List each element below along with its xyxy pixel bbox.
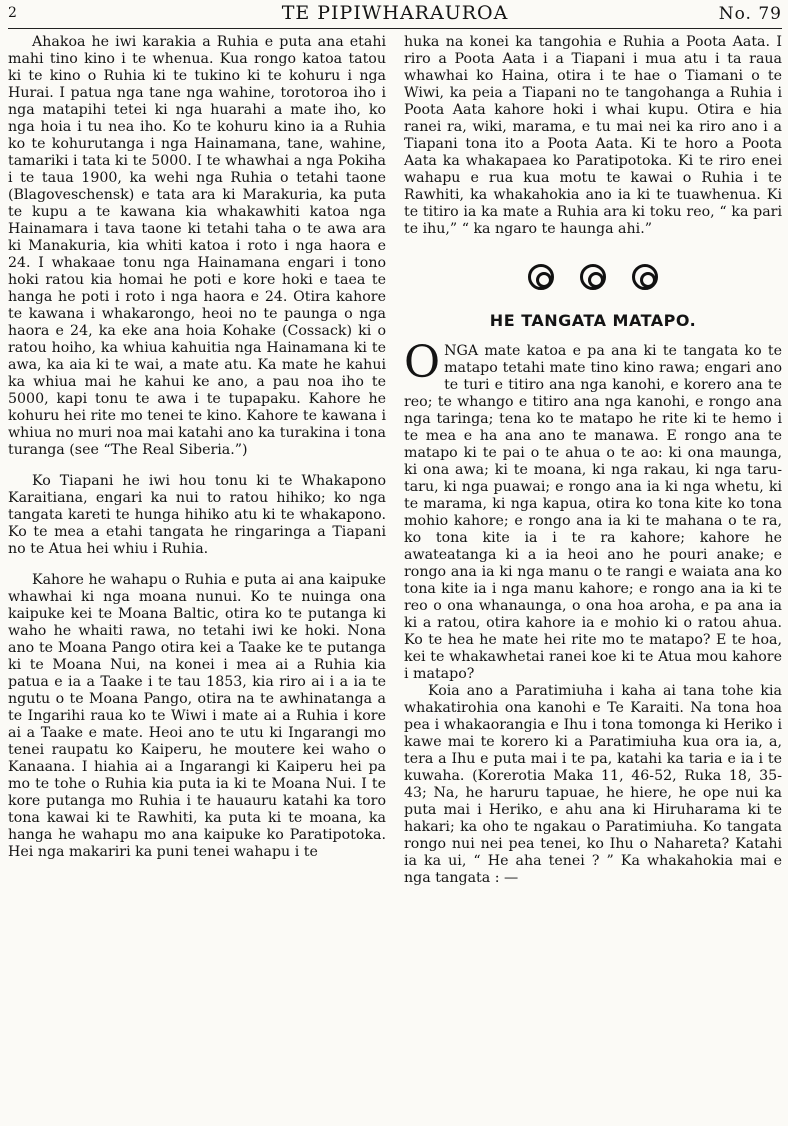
- drop-cap: O: [404, 337, 441, 388]
- page-number: 2: [8, 5, 17, 21]
- paragraph-poota-aata: huka na konei ka tangohia e Ruhia a Poota Aata. I riro a Poota Aata i a Tiapani i mua atu i ta raua whawhai ko Haina, otira i te hae o Tiamani o te Wiwi, ka peia a Tiapani no te tangohanga a Ruhia i Poota Aata kahore hoki i whai kupu. Otira e hia ranei ra, wiki, marama, e tu mai nei ka riro ano i a Tiapani tona ito a Poota Aata. Ki te horo a Poota Aata ka whakapaea ko Paratipotoka. Ki te riro enei wahapu e rua kua motu te kawai o Ruhia i te Rawhiti, ka whakahokia ano ia ki te tuawhenua. Ki te titiro ia ka mate a Ruhia ara ki toku reo, “ ka pari te ihu,” “ ka ngaro te haunga ahi.”: [404, 34, 782, 237]
- flower-ornament-icon: [528, 264, 554, 290]
- paragraph-matapo-text: NGA mate katoa e pa ana ki te tangata ko te matapo tetahi mate tino kino rawa; engari ano te turi e titiro ana nga kanohi, e korero ana te reo; te whango e titiro ana nga kanohi, e rongo ana nga taringa; tena ko te matapo he rite ki te hemo i te mea e ha ana ano te manawa. E rongo ana te matapo ki te pai o te ahua o te ao: ki ona maunga, ki ona awa; ki te moana, ki nga rakau, ki nga taru-taru, ki nga puawai; e rongo ana ia ki nga whetu, ki te marama, ki nga kapua, otira ko tona kite ko tona mohio kahore; e rongo ana ia ki te mahana o te ra, ko tona kite ia i te ra kahore; kahore he awateatanga ki a ia heoi ano he pouri anake; e rongo ana ia ki nga manu o te rangi e waiata ana ko tona kite ia i nga manu kahore; e rongo ana ia ki te reo o ona whanaunga, o ona hoa aroha, e pa ana ia ki a ratou, otira kahore ia e mohio ki o ratou ahua. Ko te hea he mate hei rite mo te matapo? E te hoa, kei te whakawhetai ranei koe ki te Atua mou kahore i matapo?: [404, 343, 782, 682]
- page-header: [8, 2, 782, 29]
- paragraph-wahapu: Kahore he wahapu o Ruhia e puta ai ana kaipuke whawhai ki nga moana nunui. Ko te nuinga ona kaipuke kei te Moana Baltic, otira ko te putanga ki waho he whaiti rawa, no tetahi iwi ke hoki. Nona ano te Moana Pango otira kei a Taake ke te putanga ki te Moana Nui, na konei i mea ai a Ruhia kia patua e ia a Taake i te tau 1853, kia riro ai i a ia te ngutu o te Moana Pango, otira na te awhinatanga a te Ingarihi raua ko te Wiwi i mate ai a Ruhia i kore ai a Taake e mate. Heoi ano te utu ki Ingarangi mo tenei raupatu ko Kaiperu, he moutere kei waho o Kanaana. I hiahia ai a Ingarangi ki Kaiperu hei pa mo te tohe o Ruhia kia puta ia ki te Moana Nui. I te kore putanga mo Ruhia i te hauauru katahi ka toro tona kawai ki te Rawhiti, ka puta ki te moana, ka hanga he wahapu mo ana kaipuke ko Paratipotoka. Hei nga makariri ka puni tenei wahapu i te: [8, 572, 386, 860]
- paragraph-ruhia-atrocities: Ahakoa he iwi karakia a Ruhia e puta ana etahi mahi tino kino i te whenua. Kua rongo katoa tatou ki te kino o Ruhia ki te tukino ki te kohuru i nga Hurai. I patua nga tane nga wahine, torotoroa iho i nga matapihi tetei ki nga huarahi a mate iho, ko nga hoia i tu nea iho. Ko te kohuru kino ia a Ruhia ko te kohurutanga i nga Hainamana, tane, wahine, tamariki i tata ki te 5000. I te whawhai a nga Pokiha i te taua 1900, ka wehi nga Ruhia o tetahi taone (Blagoveschensk) e tata ara ki Marakuria, ka puta te kupu a te kawana kia whakawhiti katoa nga Hainamara i tava taone ki tetahi taha o te awa ara ki Manakuria, kia whiti katoa i roto i nga haora e 24. I whakaae tonu nga Hainamana engari i tono hoki ratou kia homai he poti e kore hoki e taea te hanga he poti i roto i nga haora e 24. Otira kahore te kawana i whakarongo, heoi no te paunga o nga haora e 24, ka eke ana hoia Kohake (Cossack) ki o ratou hoiho, ka whiua kahuitia nga Hainamana ki te awa, ka aia ki te wai, a mate atu. Ka mate he kahui ka whiua mai he kahui ke ano, a pau noa iho te 5000, kapi tonu te awa i te tupapaku. Kahore he kohuru hei rite mo tenei te kino. Kahore te kawana i whiua no muri noa mai katahi ano ka turakina i tona turanga (see “The Real Siberia.”): [8, 34, 386, 458]
- right-column: [404, 34, 782, 901]
- paragraph-tiapani: Ko Tiapani he iwi hou tonu ki te Whakapono Karaitiana, engari ka nui to ratou hihiko; ko nga tangata kareti te hunga hihiko atu ki te whakapono. Ko te mea a etahi tangata he ringaringa a Tiapani no te Atua hei whiu i Ruhia.: [8, 473, 386, 557]
- flower-ornament-icon: [632, 264, 658, 290]
- flower-ornament-icon: [580, 264, 606, 290]
- issue-number: No. 79: [718, 4, 782, 24]
- paragraph-paratimiuha: Koia ano a Paratimiuha i kaha ai tana tohe kia whakatirohia ona kanohi e Te Karaiti. Na tona hoa pea i whakaorangia e Ihu i tona tomonga ki Heriko i kawe mai te korero ki a Paratimiuha kua ora ia, a, tera a Ihu e puta mai i te pa, katahi ka taria e ia i te kuwaha. (Korerotia Maka 11, 46-52, Ruka 18, 35-43; Na, he haruru tapuae, he hiere, he ope nui ka puta mai i Heriko, e ahu ana ki Hiruharama ki te hakari; ka oho te ngakau o Paratimiuha. Ko tangata rongo nui nei pea tenei, ko Ihu o Nahareta? Katahi ia ka ui, “ He aha tenei ? ” Ka whakahokia mai e nga tangata : —: [404, 683, 782, 886]
- section-title: HE TANGATA MATAPO.: [489, 311, 697, 330]
- ornament-divider: [404, 264, 782, 290]
- left-column: [8, 34, 386, 875]
- masthead-title: TE PIPIWHARAUROA: [281, 2, 509, 24]
- paragraph-matapo: [404, 337, 782, 683]
